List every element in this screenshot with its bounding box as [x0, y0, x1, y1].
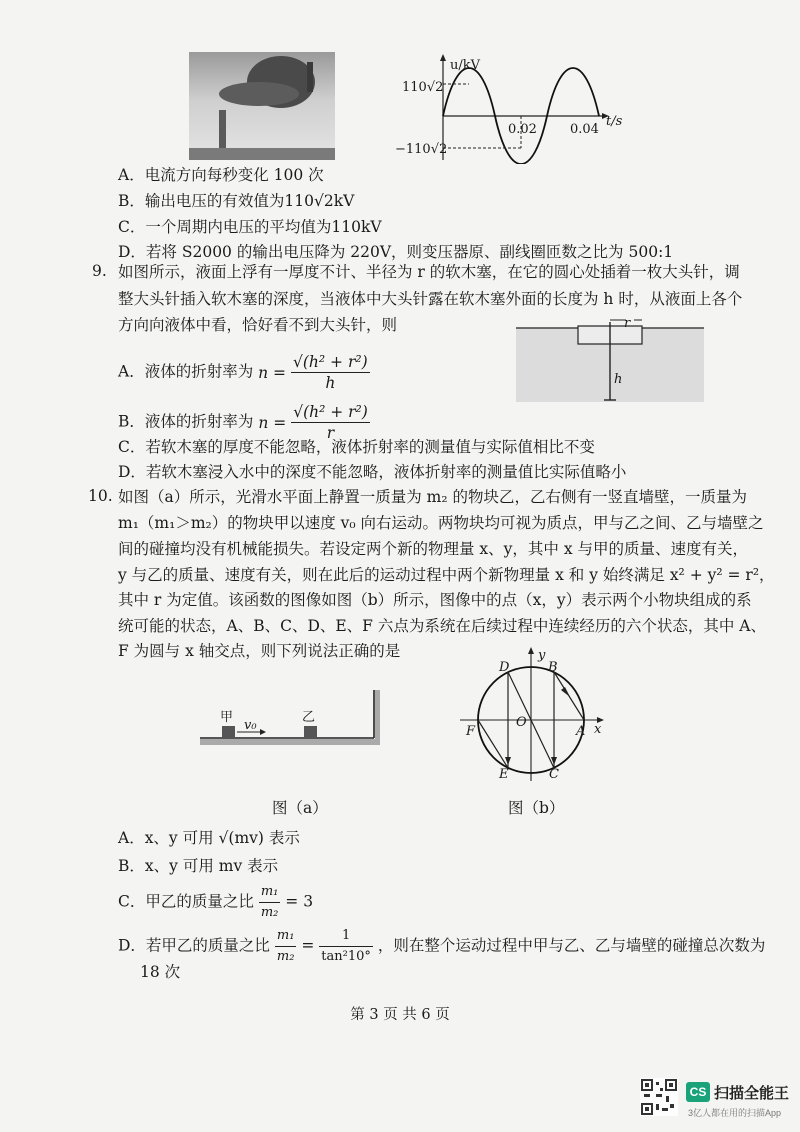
- q8-option-a: A．电流方向每秒变化 100 次: [118, 166, 324, 184]
- t2-label: 0.04: [570, 122, 599, 137]
- q9-stem-line-1: 如图所示，液面上浮有一厚度不计、半径为 r 的软木塞，在它的圆心处插着一枚大头针，调: [118, 263, 740, 281]
- peak-negative-label: −110√2: [395, 142, 448, 157]
- block-jia-label: 甲: [220, 710, 234, 725]
- q10-option-c-fraction: $\frac{\text{m₁}}{\text{m₂}}$: [260, 884, 279, 920]
- y-axis-label: u/kV: [450, 58, 481, 73]
- q10-stem-line-7: F 为圆与 x 轴交点，则下列说法正确的是: [118, 642, 401, 660]
- watermark-title: 扫描全能王: [714, 1085, 790, 1102]
- q9-option-a-prefix: A．液体的折射率为: [118, 362, 254, 381]
- q9-option-b-fraction: $\frac{\text{√(h² + r²)}}{r}$: [293, 403, 368, 442]
- y-axis-b-label: y: [538, 648, 546, 663]
- q8-option-b: B．输出电压的有效值为110√2kV: [118, 192, 355, 210]
- cork-liquid-figure: [516, 318, 704, 402]
- qr-code-icon: [640, 1078, 678, 1116]
- figure-b-caption: 图（b）: [508, 799, 565, 817]
- q10-option-d-line-2: 18 次: [140, 963, 181, 981]
- q8-option-d: D．若将 S2000 的输出电压降为 220V，则变压器原、副线圈匝数之比为 500:1: [118, 243, 674, 261]
- q10-option-d-fraction-1: $\frac{\text{m₁}}{\text{m₂}}$: [276, 928, 295, 964]
- q10-stem-line-3: 间的碰撞均没有机械能损失。若设定两个新的物理量 x、y，其中 x 与甲的质量、速度有关，: [118, 540, 749, 558]
- x-axis-b-label: x: [594, 722, 602, 737]
- point-d-label: D: [499, 660, 510, 675]
- page-footer: 第 3 页 共 6 页: [350, 1007, 450, 1023]
- q9-option-d: D．若软木塞浸入水中的深度不能忽略，液体折射率的测量值比实际值略小: [118, 463, 627, 481]
- q9-stem-line-2: 整大头针插入软木塞的深度，当液体中大头针露在软木塞外面的长度为 h 时，从液面上各个: [118, 290, 743, 308]
- q10-option-b: B．x、y 可用 mv 表示: [118, 857, 279, 875]
- point-e-label: E: [499, 767, 509, 782]
- q9-stem-line-3: 方向向液体中看，恰好看不到大头针，则: [118, 316, 398, 334]
- q10-option-c: [118, 882, 313, 923]
- point-c-label: C: [549, 767, 559, 782]
- q10-stem-line-4: y 与乙的质量、速度有关，则在此后的运动过程中两个新物理量 x 和 y 始终满足 x² + y² = r²，: [118, 566, 775, 584]
- q10-option-d-suffix: ，则在整个运动过程中甲与乙、乙与墙壁的碰撞总次数为: [377, 936, 766, 955]
- point-f-label: F: [466, 724, 476, 739]
- t1-label: 0.02: [508, 122, 537, 137]
- q9-option-b-prefix: B．液体的折射率为: [118, 412, 254, 431]
- q9-option-a-fraction: $\frac{\text{√(h² + r²)}}{h}$: [292, 353, 368, 392]
- origin-o-label: O: [516, 715, 527, 730]
- watermark-subtitle: 3亿人都在用的扫描App: [688, 1108, 782, 1118]
- q10-option-a: A．x、y 可用 √(mv) 表示: [118, 829, 300, 847]
- q10-option-c-prefix: C．甲乙的质量之比: [118, 892, 254, 911]
- v0-label: v₀: [244, 718, 257, 733]
- cork-radius-label: r: [624, 316, 631, 331]
- q10-stem-line-1: 如图（a）所示，光滑水平面上静置一质量为 m₂ 的物块乙，乙右侧有一竖直墙壁，一质量为: [118, 488, 748, 506]
- peak-positive-label: 110√2: [402, 80, 444, 95]
- q10-option-c-rhs: = 3: [285, 892, 314, 911]
- airship-photo: [189, 52, 335, 160]
- q10-option-d-fraction-2: $\frac{1}{\text{tan²10°}}$: [321, 928, 371, 964]
- q9-number: 9.: [92, 262, 107, 280]
- q9-option-a: [118, 352, 370, 393]
- q9-option-b-formula: n =: [258, 413, 287, 432]
- q9-option-a-formula: n =: [258, 363, 287, 382]
- figure-a-caption: 图（a）: [272, 799, 328, 817]
- q10-number: 10.: [88, 487, 113, 505]
- x-axis-label: t/s: [606, 114, 623, 129]
- q9-option-c: C．若软木塞的厚度不能忽略，液体折射率的测量值与实际值相比不变: [118, 438, 595, 456]
- figure-b-circle: [455, 645, 610, 785]
- q10-option-d: [118, 926, 765, 967]
- point-b-label: B: [548, 660, 558, 675]
- q10-option-d-prefix: D．若甲乙的质量之比: [118, 936, 270, 955]
- block-yi-label: 乙: [302, 710, 316, 725]
- q10-stem-line-5: 其中 r 为定值。该函数的图像如图（b）所示，图像中的点（x，y）表示两个小物块组成的系: [118, 591, 752, 609]
- q8-option-c: C．一个周期内电压的平均值为110kV: [118, 218, 382, 236]
- q10-stem-line-2: m₁（m₁＞m₂）的物块甲以速度 v₀ 向右运动。两物块均可视为质点，甲与乙之间、乙与墙壁之: [118, 514, 764, 532]
- q10-stem-line-6: 统可能的状态，A、B、C、D、E、F 六点为系统在后续过程中连续经历的六个状态，其中 A、: [118, 617, 766, 635]
- point-a-label: A: [576, 724, 586, 739]
- camscanner-logo: CS: [686, 1082, 710, 1102]
- pin-length-label: h: [614, 372, 623, 387]
- q10-option-d-eq: =: [301, 936, 315, 955]
